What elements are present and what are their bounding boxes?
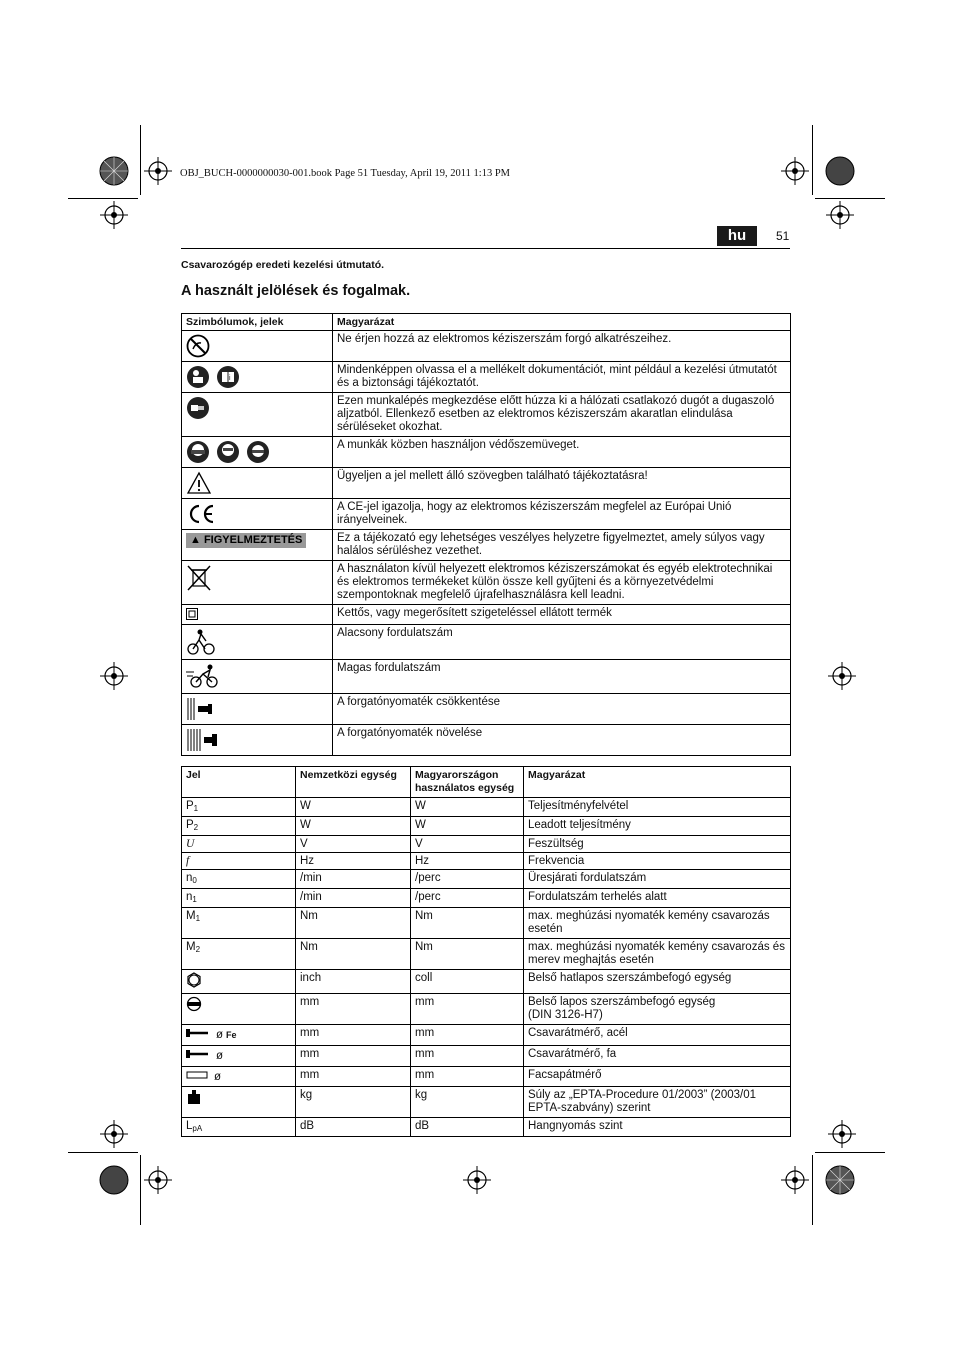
symbol-cell	[182, 468, 333, 499]
warning-label-text: FIGYELMEZTETÉS	[203, 534, 303, 546]
symbol-subscript: 0	[192, 876, 197, 885]
unplug-icon	[186, 396, 210, 420]
symbol-cell	[182, 1118, 296, 1137]
international-unit-cell: W	[296, 798, 411, 817]
symbol-letter: ø	[214, 1071, 222, 1084]
symbol-cell	[182, 994, 296, 1025]
weee-bin-icon	[186, 564, 212, 592]
symbol-cell	[182, 625, 333, 660]
header-rule	[181, 248, 790, 249]
column-header: Magyarázat	[333, 314, 791, 331]
symbol-cell	[182, 1025, 296, 1046]
symbol-letter: U	[186, 838, 195, 850]
registration-crosshair-icon	[781, 157, 809, 185]
flat-socket-icon	[186, 996, 202, 1016]
protective-goggles-icon	[186, 440, 210, 464]
symbol-cell	[182, 798, 296, 817]
registration-crosshair-icon	[826, 201, 854, 229]
international-unit-cell: kg	[296, 1087, 411, 1118]
explanation-cell: A forgatónyomaték csökkentése	[333, 694, 791, 725]
registration-wheel-icon	[824, 155, 856, 187]
warning-triangle-icon	[186, 471, 212, 495]
table-row	[182, 798, 791, 817]
symbol-letter: n	[186, 872, 193, 884]
table-row	[182, 836, 791, 853]
symbol-cell	[182, 660, 333, 694]
international-unit-cell: mm	[296, 1025, 411, 1046]
crop-mark	[140, 125, 141, 195]
explanation-cell: A CE-jel igazolja, hogy az elektromos kéziszerszám megfelel az Európai Unió irányelveinek.	[333, 499, 791, 530]
international-unit-cell: /min	[296, 870, 411, 889]
table-row	[182, 499, 791, 530]
symbol-letter: n	[186, 891, 193, 903]
high-speed-bicycle-icon	[186, 663, 220, 689]
symbol-cell	[182, 939, 296, 970]
hex-socket-icon	[186, 972, 202, 992]
dowel-icon	[186, 1069, 210, 1085]
hungarian-unit-cell: mm	[411, 1025, 524, 1046]
table-row	[182, 660, 791, 694]
column-header: Szimbólumok, jelek	[182, 314, 333, 331]
ce-mark-icon	[186, 502, 216, 526]
explanation-cell: Alacsony fordulatszám	[333, 625, 791, 660]
symbol-cell	[182, 1067, 296, 1087]
table-row	[182, 605, 791, 625]
symbol-subscript: 2	[195, 945, 201, 954]
double-insulation-icon	[186, 608, 198, 620]
symbol-letter: L	[186, 1120, 193, 1132]
symbol-cell	[182, 853, 296, 870]
symbol-letter: M	[186, 910, 196, 922]
explanation-cell: max. meghúzási nyomaték kemény csavarozás esetén	[524, 908, 791, 939]
registration-crosshair-icon	[828, 1120, 856, 1148]
low-speed-bicycle-icon	[186, 628, 216, 656]
print-info-line: OBJ_BUCH-0000000030-001.book Page 51 Tuesday, April 19, 2011 1:13 PM	[180, 168, 510, 179]
symbol-cell	[182, 970, 296, 994]
hungarian-unit-cell: V	[411, 836, 524, 853]
crop-mark	[68, 1152, 138, 1153]
table-row	[182, 331, 791, 362]
symbol-cell	[182, 561, 333, 605]
warning-label-icon	[186, 533, 306, 548]
table-row	[182, 725, 791, 756]
explanation-cell: Fordulatszám terhelés alatt	[524, 889, 791, 908]
table-row	[182, 908, 791, 939]
table-row	[182, 561, 791, 605]
international-unit-cell: Hz	[296, 853, 411, 870]
explanation-cell: max. meghúzási nyomaték kemény csavarozás és merev meghajtás esetén	[524, 939, 791, 970]
symbol-cell	[182, 725, 333, 756]
torque-decrease-icon	[186, 697, 216, 721]
symbol-cell	[182, 889, 296, 908]
table-row	[182, 694, 791, 725]
registration-crosshair-icon	[100, 1120, 128, 1148]
explanation-cell: Ne érjen hozzá az elektromos kéziszerszám forgó alkatrészeihez.	[333, 331, 791, 362]
warning-triangle-icon: ▲	[190, 534, 201, 546]
explanation-cell: Csavarátmérő, fa	[524, 1046, 791, 1067]
svg-text:i: i	[229, 375, 231, 382]
explanation-cell: Csavarátmérő, acél	[524, 1025, 791, 1046]
table-row	[182, 889, 791, 908]
hungarian-unit-cell: W	[411, 798, 524, 817]
crop-mark	[815, 198, 885, 199]
hungarian-unit-cell: W	[411, 817, 524, 836]
material-suffix: Fe	[226, 1030, 237, 1041]
symbol-cell	[182, 694, 333, 725]
explanation-cell: Belső hatlapos szerszámbefogó egység	[524, 970, 791, 994]
explanation-cell: Leadott teljesítmény	[524, 817, 791, 836]
table-row	[182, 393, 791, 437]
symbol-letter: ø	[216, 1029, 224, 1042]
international-unit-cell: V	[296, 836, 411, 853]
registration-crosshair-icon	[100, 662, 128, 690]
hungarian-unit-cell: Hz	[411, 853, 524, 870]
explanation-cell: Súly az „EPTA-Procedure 01/2003” (2003/01 EPTA-szabvány) szerint	[524, 1087, 791, 1118]
weight-icon	[186, 1089, 202, 1109]
symbol-cell	[182, 393, 333, 437]
symbols-table	[181, 313, 791, 756]
registration-crosshair-icon	[100, 201, 128, 229]
units-table	[181, 766, 791, 1137]
hungarian-unit-cell: /perc	[411, 889, 524, 908]
explanation-cell: Frekvencia	[524, 853, 791, 870]
screw-steel-icon	[186, 1027, 212, 1043]
international-unit-cell: dB	[296, 1118, 411, 1137]
symbol-letter: f	[186, 855, 190, 867]
table-row	[182, 437, 791, 468]
explanation-cell: A forgatónyomaték növelése	[333, 725, 791, 756]
page-number: 51	[776, 229, 790, 243]
crop-mark	[812, 125, 813, 195]
table-row	[182, 970, 791, 994]
hungarian-unit-cell: mm	[411, 1046, 524, 1067]
international-unit-cell: mm	[296, 1067, 411, 1087]
table-row	[182, 817, 791, 836]
column-header: Nemzetközi egység	[296, 767, 411, 798]
explanation-cell: Facsapátmérő	[524, 1067, 791, 1087]
international-unit-cell: Nm	[296, 908, 411, 939]
hungarian-unit-cell: Nm	[411, 939, 524, 970]
hungarian-unit-cell: mm	[411, 994, 524, 1025]
explanation-cell: Teljesítményfelvétel	[524, 798, 791, 817]
symbol-cell	[182, 530, 333, 561]
crop-mark	[812, 1155, 813, 1225]
explanation-cell: A használaton kívül helyezett elektromos kéziszerszámokat és egyéb elektrotechnikai és elektromos termékeket külön össze kell gyűjteni és a környezetvédelmi szempontoknak megfelelő újrafelhasználásra kell leadni.	[333, 561, 791, 605]
language-badge: hu	[717, 226, 757, 246]
symbol-cell	[182, 605, 333, 625]
symbol-subscript: 1	[193, 804, 199, 813]
registration-crosshair-icon	[144, 157, 172, 185]
hungarian-unit-cell: mm	[411, 1067, 524, 1087]
international-unit-cell: mm	[296, 1046, 411, 1067]
registration-crosshair-icon	[781, 1166, 809, 1194]
symbol-cell	[182, 499, 333, 530]
explanation-cell: Ezen munkalépés megkezdése előtt húzza ki a hálózati csatlakozó dugót a dugaszoló aljzatból. Ellenkező esetben az elektromos kéziszerszám akaratlan elindulása sérüléseket okozhat.	[333, 393, 791, 437]
hungarian-unit-cell: Nm	[411, 908, 524, 939]
registration-crosshair-icon	[144, 1166, 172, 1194]
hungarian-unit-cell: kg	[411, 1087, 524, 1118]
symbol-cell	[182, 908, 296, 939]
symbol-letter: P	[186, 819, 194, 831]
read-manual-person-icon	[186, 365, 210, 389]
column-header: Magyarázat	[524, 767, 791, 798]
registration-wheel-icon	[98, 1164, 130, 1196]
explanation-cell: Mindenképpen olvassa el a mellékelt dokumentációt, mint például a kezelési útmutatót és a biztonsági tájékoztatót.	[333, 362, 791, 393]
table-row	[182, 1087, 791, 1118]
torque-increase-icon	[186, 728, 220, 752]
table-header-row	[182, 314, 791, 331]
table-row	[182, 530, 791, 561]
table-header-row	[182, 767, 791, 798]
registration-crosshair-icon	[463, 1166, 491, 1194]
explanation-cell: Hangnyomás szint	[524, 1118, 791, 1137]
hungarian-unit-cell: coll	[411, 970, 524, 994]
symbol-letter: P	[186, 800, 194, 812]
section-heading: A használt jelölések és fogalmak.	[181, 283, 411, 299]
table-row	[182, 939, 791, 970]
explanation-cell: A munkák közben használjon védőszemüveget.	[333, 437, 791, 468]
table-row	[182, 853, 791, 870]
symbol-cell	[182, 870, 296, 889]
symbol-subscript: 1	[195, 914, 201, 923]
crop-mark	[815, 1152, 885, 1153]
symbol-cell	[182, 437, 333, 468]
safety-glasses-icon	[246, 440, 270, 464]
explanation-cell: Ügyeljen a jel mellett álló szövegben található tájékoztatásra!	[333, 468, 791, 499]
explanation-cell: Magas fordulatszám	[333, 660, 791, 694]
international-unit-cell: mm	[296, 994, 411, 1025]
table-row	[182, 1046, 791, 1067]
explanation-cell: Ez a tájékozató egy lehetséges veszélyes helyzetre figyelmeztet, amely súlyos vagy halálos sérüléshez vezethet.	[333, 530, 791, 561]
symbol-cell	[182, 331, 333, 362]
table-row	[182, 870, 791, 889]
screw-wood-icon	[186, 1048, 212, 1064]
explanation-cell: Kettős, vagy megerősített szigeteléssel ellátott termék	[333, 605, 791, 625]
table-row	[182, 1118, 791, 1137]
international-unit-cell: Nm	[296, 939, 411, 970]
ear-protection-icon	[216, 440, 240, 464]
table-row	[182, 1025, 791, 1046]
symbol-cell	[182, 1087, 296, 1118]
crop-mark	[140, 1155, 141, 1225]
no-touch-rotating-icon	[186, 334, 210, 358]
table-row	[182, 625, 791, 660]
symbol-letter: M	[186, 941, 196, 953]
column-header: Jel	[182, 767, 296, 798]
symbol-cell	[182, 836, 296, 853]
table-row	[182, 362, 791, 393]
column-header: Magyarországon használatos egység	[411, 767, 524, 798]
hungarian-unit-cell: dB	[411, 1118, 524, 1137]
international-unit-cell: W	[296, 817, 411, 836]
symbol-cell	[182, 1046, 296, 1067]
registration-wheel-icon	[824, 1164, 856, 1196]
table-row	[182, 1067, 791, 1087]
symbol-cell	[182, 817, 296, 836]
table-row	[182, 994, 791, 1025]
international-unit-cell: inch	[296, 970, 411, 994]
international-unit-cell: /min	[296, 889, 411, 908]
document-subtitle: Csavarozógép eredeti kezelési útmutató.	[181, 259, 385, 271]
explanation-cell: Üresjárati fordulatszám	[524, 870, 791, 889]
symbol-subscript: 1	[192, 895, 197, 904]
symbol-subscript: pA	[192, 1124, 203, 1133]
read-manual-book-icon	[216, 365, 240, 389]
symbol-subscript: 2	[193, 823, 199, 832]
symbol-cell	[182, 362, 333, 393]
hungarian-unit-cell: /perc	[411, 870, 524, 889]
registration-crosshair-icon	[828, 662, 856, 690]
crop-mark	[68, 198, 138, 199]
explanation-cell: Belső lapos szerszámbefogó egység (DIN 3126-H7)	[524, 994, 791, 1025]
explanation-cell: Feszültség	[524, 836, 791, 853]
registration-wheel-icon	[98, 155, 130, 187]
table-row	[182, 468, 791, 499]
symbol-letter: ø	[216, 1050, 224, 1063]
